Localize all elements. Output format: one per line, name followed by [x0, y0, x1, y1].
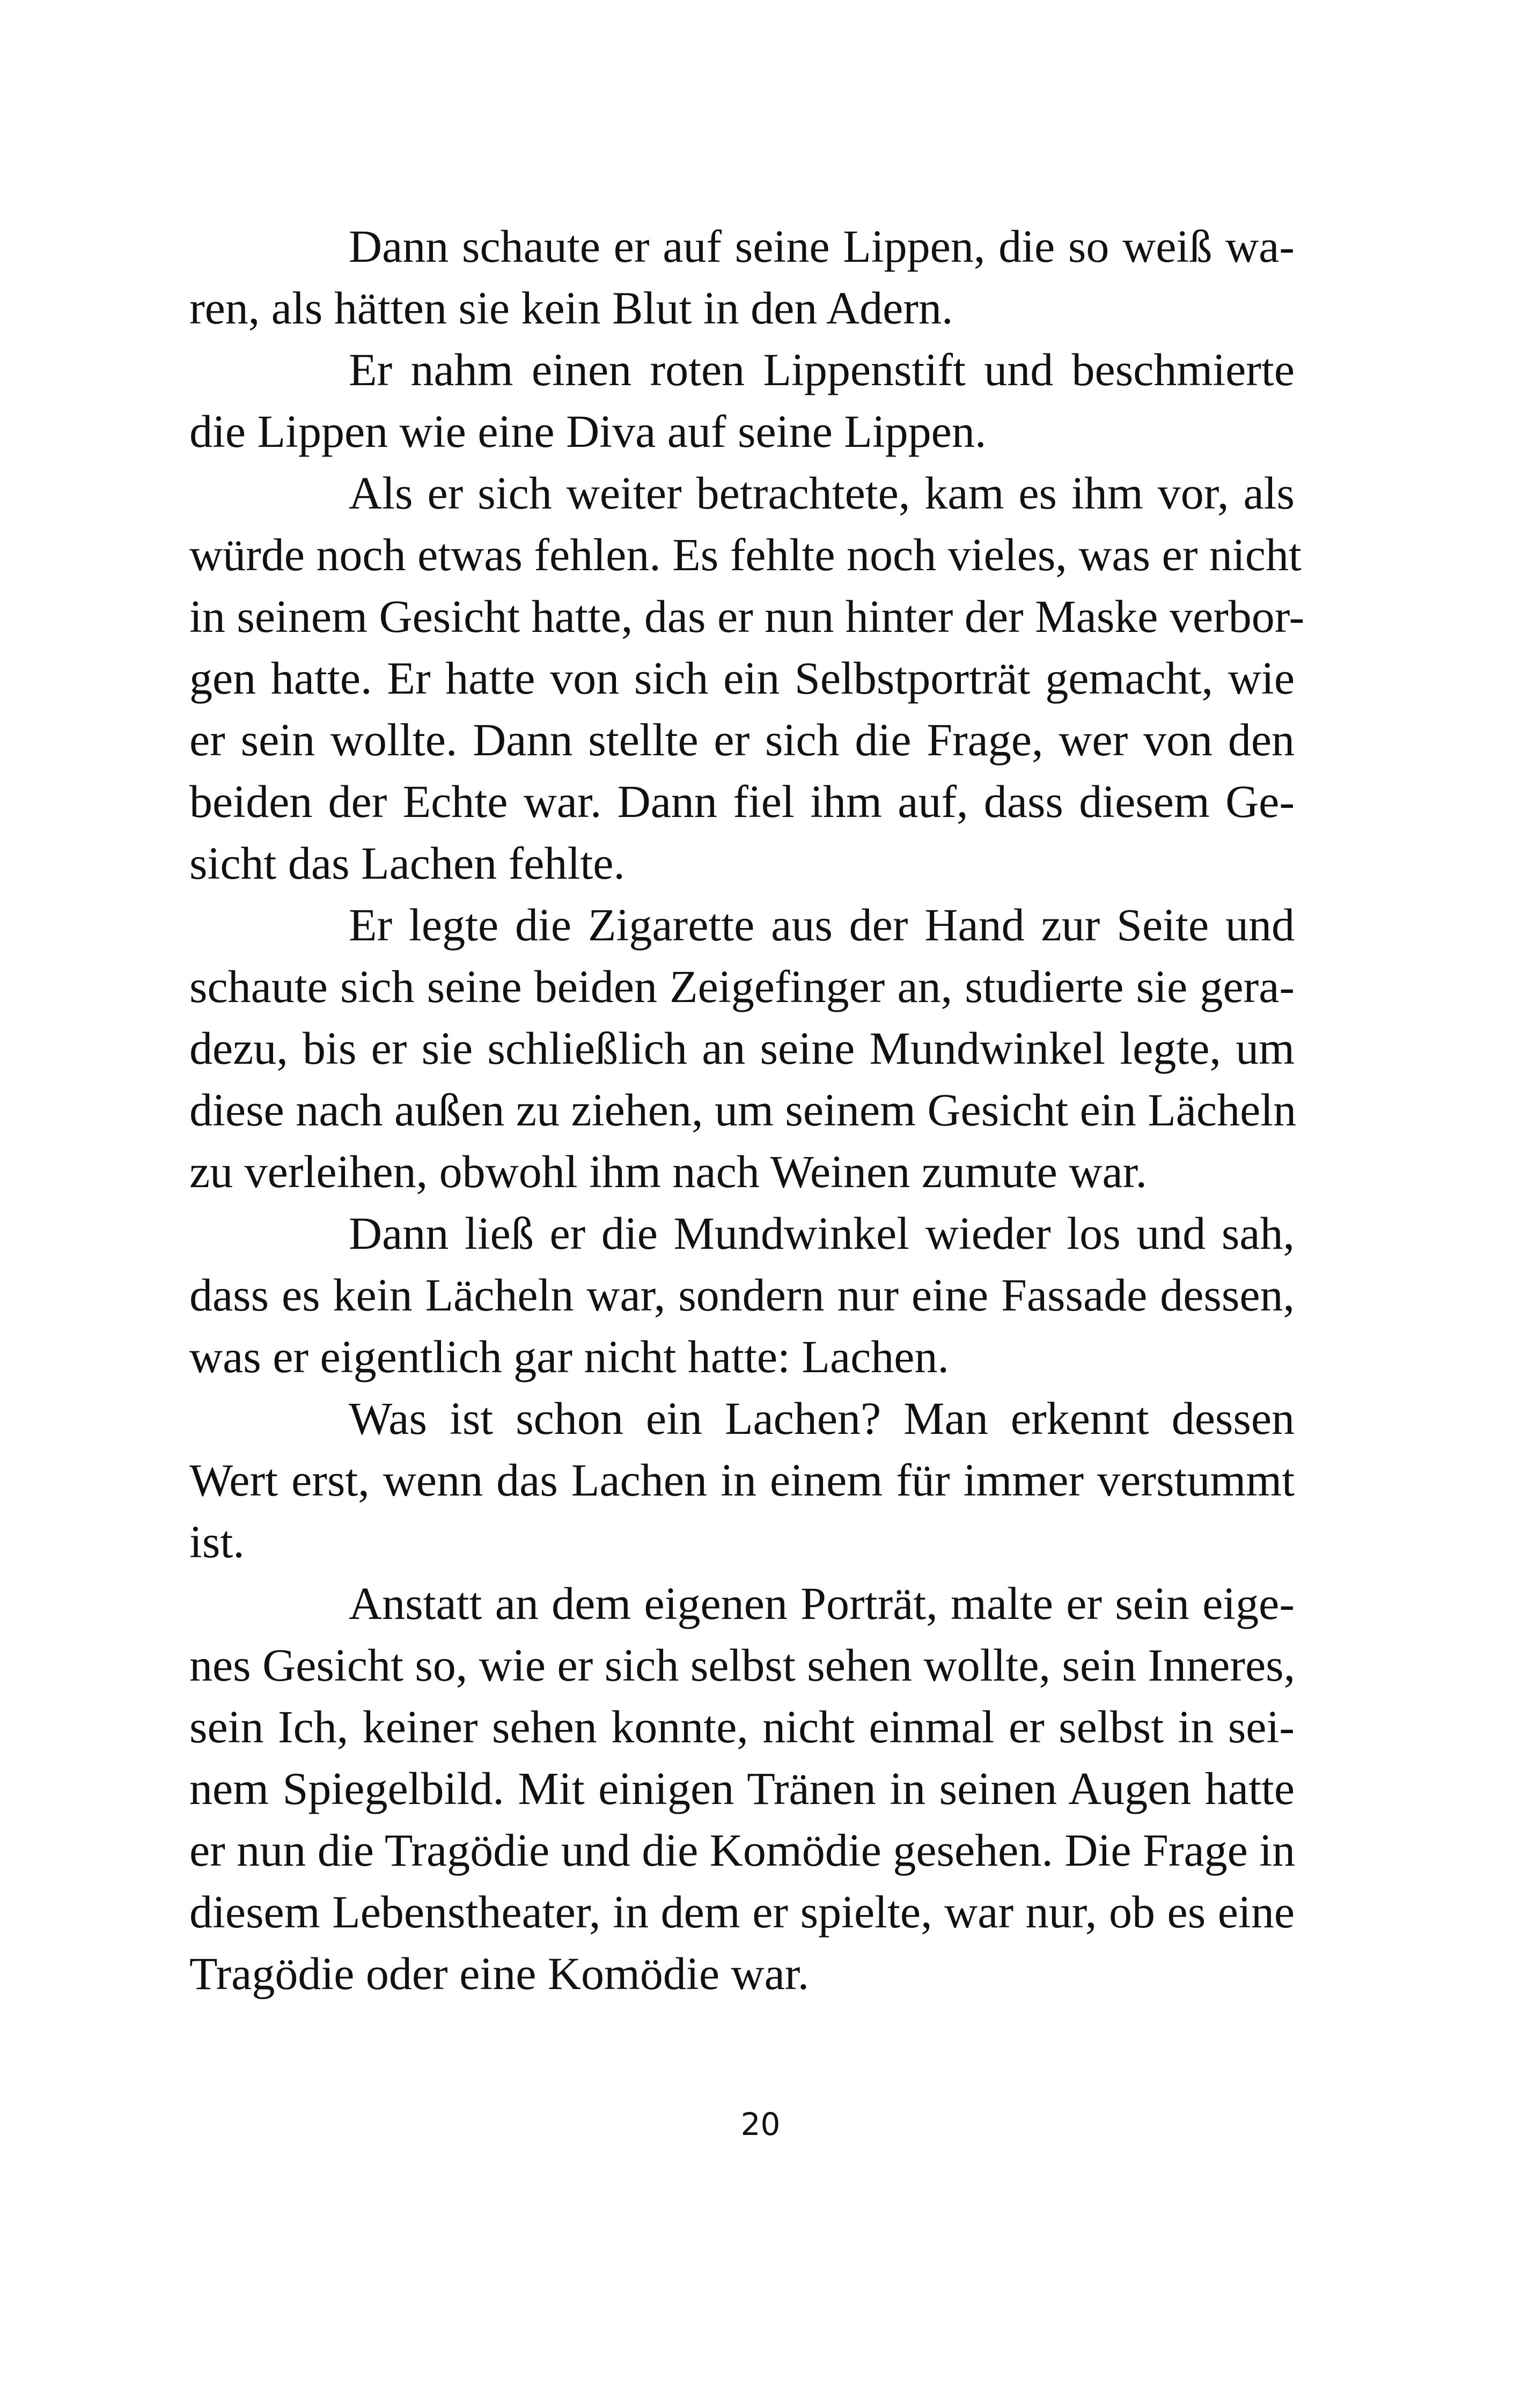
text-line: Tragödie oder eine Komödie war. [189, 1948, 810, 1999]
text-line: Dann ließ er die Mundwinkel wieder los und sah, [349, 1207, 1295, 1259]
text-line: Anstatt an dem eigenen Porträt, malte er sein eige- [349, 1578, 1295, 1629]
paragraph [189, 462, 1305, 894]
paragraph [189, 894, 1295, 1203]
text-line: sein Ich, keiner sehen konnte, nicht einmal er selbst in sei- [189, 1701, 1295, 1752]
text-line: Als er sich weiter betrachtete, kam es ihm vor, als [349, 467, 1295, 519]
text-line: in seinem Gesicht hatte, das er nun hinter der Maske verbor- [189, 591, 1305, 642]
text-line: sicht das Lachen fehlte. [189, 837, 625, 889]
page-number: 20 [740, 2106, 781, 2142]
text-line: ist. [189, 1516, 245, 1567]
text-line: die Lippen wie eine Diva auf seine Lippen. [189, 406, 987, 457]
paragraph [189, 339, 1295, 462]
text-line: ren, als hätten sie kein Blut in den Adern. [189, 282, 953, 334]
text-line: schaute sich seine beiden Zeigefinger an, studierte sie gera- [189, 961, 1295, 1012]
text-line: würde noch etwas fehlen. Es fehlte noch vieles, was er nicht [189, 529, 1302, 580]
text-line: Er legte die Zigarette aus der Hand zur Seite und [349, 899, 1295, 951]
text-line: nem Spiegelbild. Mit einigen Tränen in seinen Augen hatte [189, 1763, 1295, 1814]
text-line: er sein wollte. Dann stellte er sich die Frage, wer von den [189, 714, 1295, 765]
paragraph [189, 1388, 1295, 1573]
text-line: dass es kein Lächeln war, sondern nur eine Fassade dessen, [189, 1269, 1295, 1321]
text-line: gen hatte. Er hatte von sich ein Selbstporträt gemacht, wie [189, 652, 1295, 704]
text-line: zu verleihen, obwohl ihm nach Weinen zumute war. [189, 1146, 1148, 1197]
text-line: Was ist schon ein Lachen? Man erkennt dessen [349, 1393, 1295, 1444]
text-line: er nun die Tragödie und die Komödie gesehen. Die Frage in [189, 1824, 1296, 1876]
text-line: Wert erst, wenn das Lachen in einem für immer verstummt [189, 1454, 1295, 1506]
text-line: was er eigentlich gar nicht hatte: Lachen. [189, 1331, 949, 1382]
paragraph [189, 216, 1295, 339]
text-line: dezu, bis er sie schließlich an seine Mundwinkel legte, um [189, 1022, 1295, 1074]
body-text [189, 216, 1305, 2005]
text-line: diese nach außen zu ziehen, um seinem Gesicht ein Lächeln [189, 1084, 1297, 1136]
text-line: nes Gesicht so, wie er sich selbst sehen wollte, sein Inneres, [189, 1639, 1296, 1691]
text-line: Er nahm einen roten Lippenstift und beschmierte [349, 344, 1295, 395]
text-line: Dann schaute er auf seine Lippen, die so weiß wa- [349, 220, 1295, 272]
text-line: beiden der Echte war. Dann fiel ihm auf, dass diesem Ge- [189, 776, 1295, 827]
paragraph [189, 1203, 1295, 1388]
paragraph [189, 1573, 1295, 2005]
text-line: diesem Lebenstheater, in dem er spielte, war nur, ob es eine [189, 1886, 1295, 1938]
